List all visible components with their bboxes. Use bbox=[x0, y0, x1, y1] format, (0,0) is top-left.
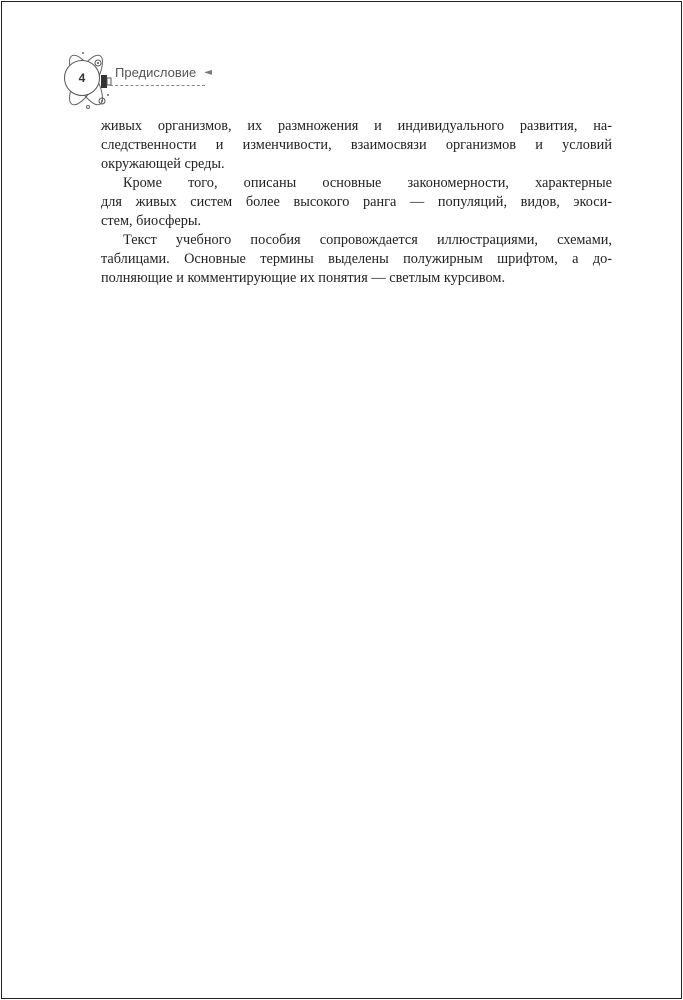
body-text bbox=[101, 117, 612, 288]
text-line: живых организмов, их размножения и индивидуального развития, на- bbox=[101, 118, 612, 134]
section-title: Предисловие bbox=[115, 65, 197, 80]
paragraph bbox=[101, 117, 612, 174]
text-line: следственности и изменчивости, взаимосвязи организмов и условий bbox=[101, 137, 612, 153]
running-header bbox=[115, 65, 212, 81]
text-line: Кроме того, описаны основные закономерности, характерные bbox=[123, 175, 612, 191]
text-line: для живых систем более высокого ранга — популяций, видов, экоси- bbox=[101, 194, 612, 210]
paragraph bbox=[101, 174, 612, 231]
header-divider bbox=[110, 85, 205, 86]
text-line: окружающей среды. bbox=[101, 156, 225, 172]
text-line: таблицами. Основные термины выделены полужирным шрифтом, а до- bbox=[101, 251, 612, 267]
text-line: стем, биосферы. bbox=[101, 213, 202, 229]
triangle-left-icon: ◄ bbox=[204, 67, 212, 78]
text-line: Текст учебного пособия сопровождается иллюстрациями, схемами, bbox=[123, 232, 612, 248]
paragraph bbox=[101, 231, 612, 288]
page-number: 4 bbox=[64, 60, 100, 96]
text-line: полняющие и комментирующие их понятия — светлым курсивом. bbox=[101, 270, 506, 286]
